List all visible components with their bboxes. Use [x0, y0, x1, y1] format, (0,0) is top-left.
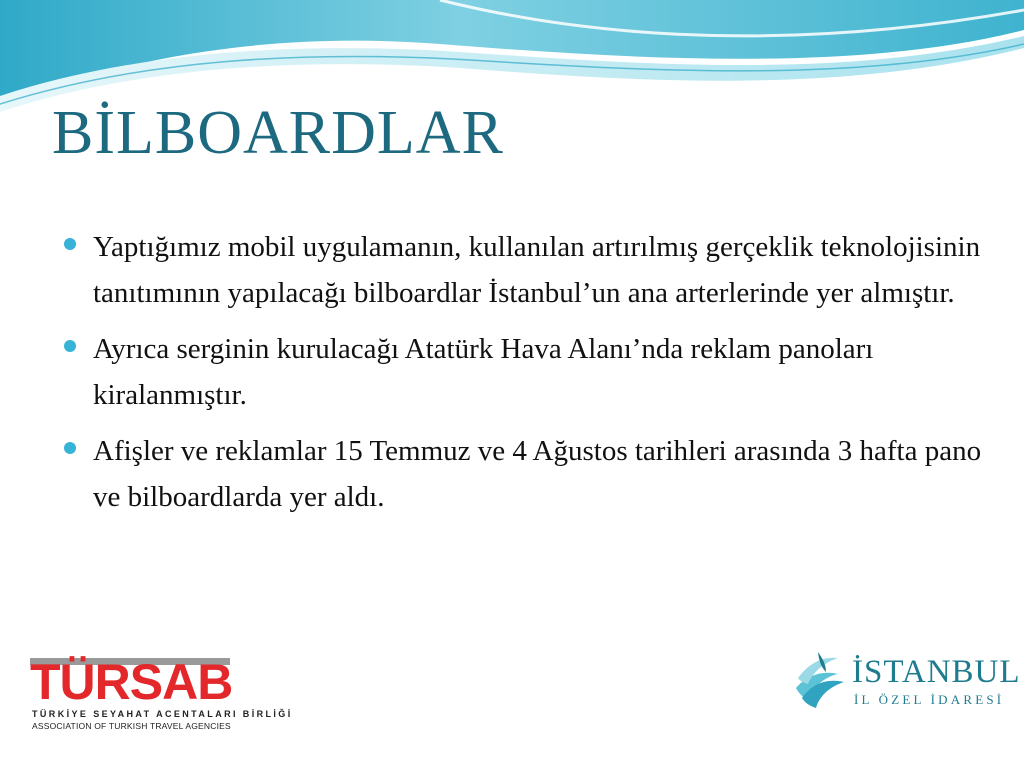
bullet-item	[62, 224, 982, 316]
istanbul-ozel-idaresi-logo	[792, 648, 1021, 718]
bullet-dot-icon	[64, 340, 76, 352]
bullet-item	[62, 326, 982, 418]
bullet-dot-icon	[64, 442, 76, 454]
tursab-logo	[30, 650, 293, 734]
bullet-list	[62, 224, 982, 530]
tursab-logo-wordmark: TÜRSAB	[30, 654, 233, 710]
istanbul-wave-mark-icon	[792, 648, 848, 712]
bullet-text: Afişler ve reklamlar 15 Temmuz ve 4 Ağustos tarihleri arasında 3 hafta pano ve bilboardlarda yer aldı.	[93, 435, 982, 513]
bullet-text: Ayrıca serginin kurulacağı Atatürk Hava Alanı’nda reklam panoları kiralanmıştır.	[93, 333, 874, 411]
bullet-text: Yaptığımız mobil uygulamanın, kullanılan artırılmış gerçeklik teknolojisinin tanıtımının yapılacağı bilboardlar İstanbul’un ana arterlerinde yer almıştır.	[93, 231, 981, 309]
istanbul-logo-subtitle: İL ÖZEL İDARESİ	[854, 692, 1005, 707]
tursab-logo-subtitle-en: ASSOCIATION OF TURKISH TRAVEL AGENCIES	[32, 721, 231, 731]
bullet-item	[62, 428, 982, 520]
tursab-logo-subtitle-tr: TÜRKİYE SEYAHAT ACENTALARI BİRLİĞİ	[32, 709, 293, 719]
slide-title: BİLBOARDLAR	[52, 99, 504, 167]
bullet-dot-icon	[64, 238, 76, 250]
istanbul-logo-wordmark: İSTANBUL	[852, 654, 1021, 690]
